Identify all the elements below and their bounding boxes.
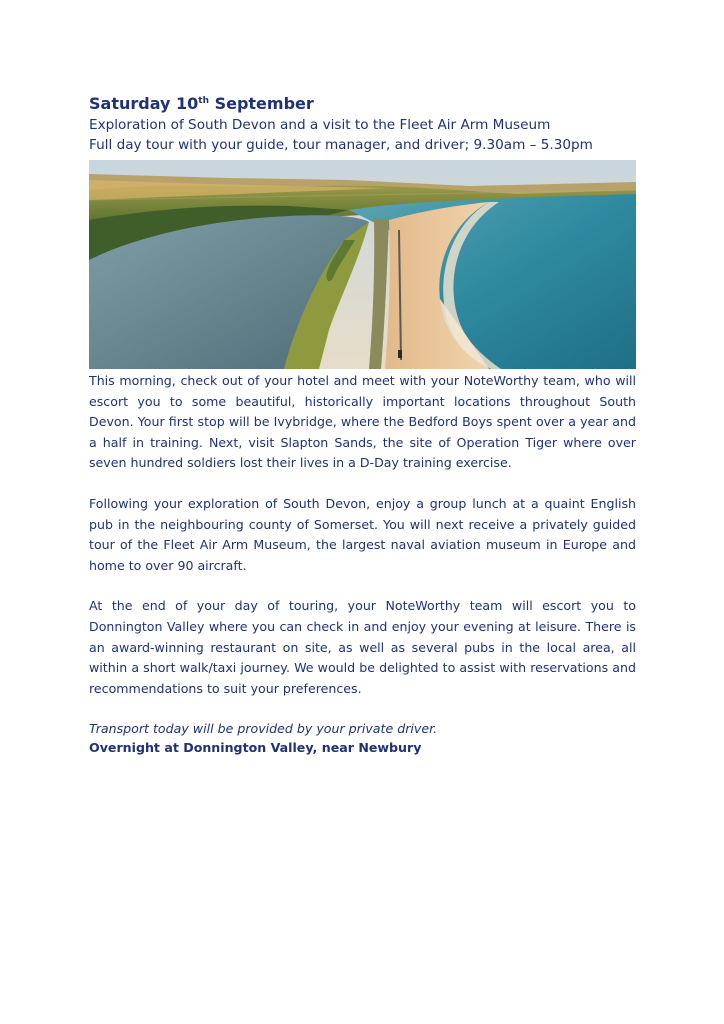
subtitle-line-2: Full day tour with your guide, tour manager, and driver; 9.30am – 5.30pm [89,137,593,153]
paragraph-lunch: Following your exploration of South Devon, enjoy a group lunch at a quaint English pub in the neighbouring county of Somerset. You will next receive a privately guided tour of the Fleet Air Arm Museum, the largest naval aviation museum in Europe and home to over 90 aircraft. [89,495,636,573]
day-heading-date: Saturday 10 [89,94,199,113]
overnight-note: Overnight at Donnington Valley, near Newbury [89,740,422,756]
subtitle-line-1: Exploration of South Devon and a visit to the Fleet Air Arm Museum [89,117,551,133]
itinerary-page [89,90,636,757]
day-heading-month: September [209,94,314,113]
transport-note: Transport today will be provided by your private driver. [89,721,438,737]
day-heading [89,90,636,115]
paragraph-evening: At the end of your day of touring, your NoteWorthy team will escort you to Donnington Valley where you can check in and enjoy your evening at leisure. There is an award-winning restaurant on site, as well as several pubs in the local area, all within a short walk/taxi journey. We would be delighted to assist with reservations and recommendations to suit your preferences. [89,598,636,696]
day-heading-suffix: th [198,96,209,106]
coast-aerial-photo [89,160,636,369]
paragraph-morning: This morning, check out of your hotel and meet with your NoteWorthy team, who will escort you to some beautiful, historically important locations throughout South Devon. Your first stop will be Ivybridge, where the Bedford Boys spent over a year and a half in training. Next, visit Slapton Sands, the site of Operation Tiger where over seven hundred soldiers lost their lives in a D-Day training exercise. [89,373,636,471]
